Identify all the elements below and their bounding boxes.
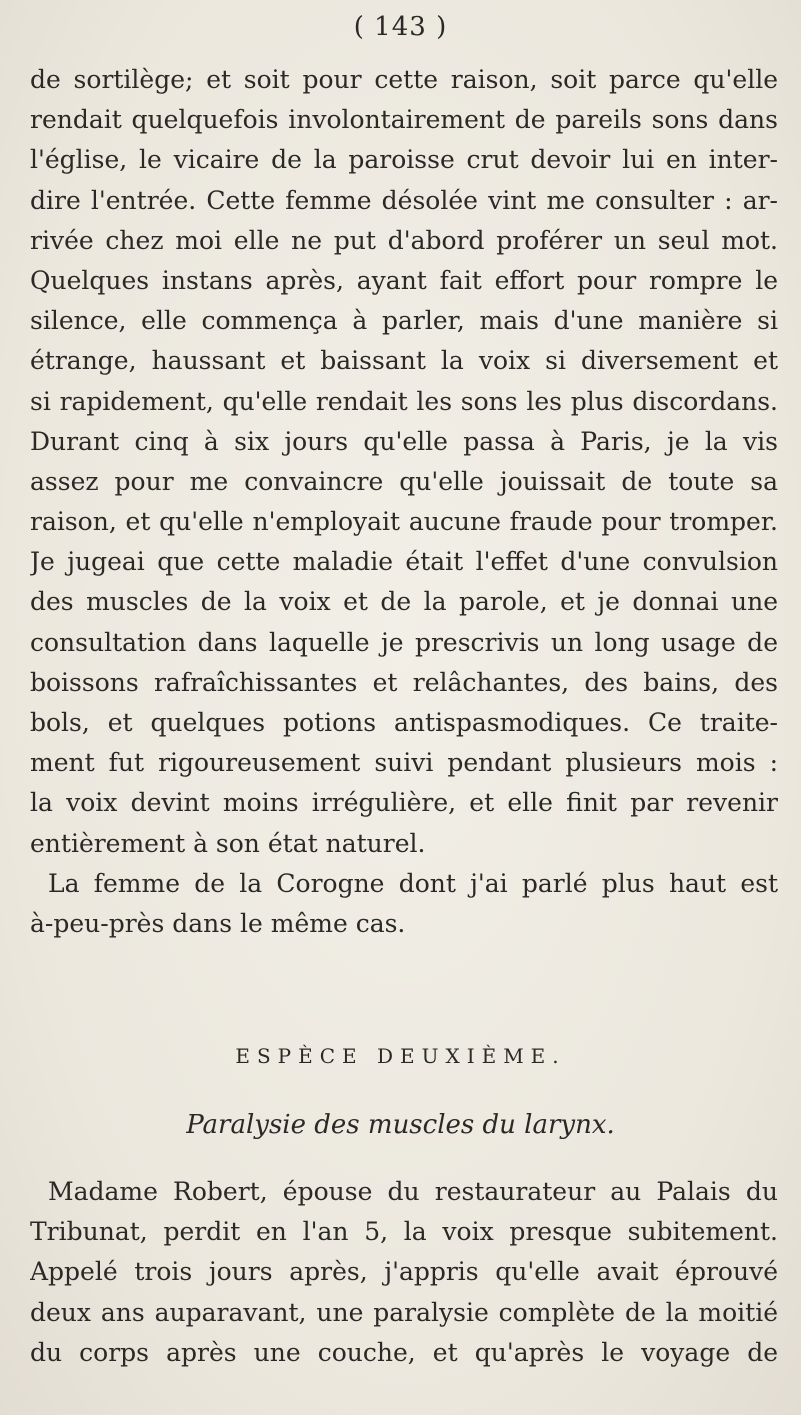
- text-line: rendait quelquefois involontairement de pareils sons dans: [30, 105, 778, 135]
- text-line: bols, et quelques potions antispasmodiques. Ce traite-: [30, 708, 778, 737]
- text-line: dire l'entrée. Cette femme désolée vint me consulter : ar-: [30, 185, 778, 215]
- text-line: l'église, le vicaire de la paroisse crut devoir lui en inter-: [30, 145, 778, 175]
- text-line: silence, elle commença à parler, mais d'une manière si: [30, 306, 778, 336]
- text-line: de sortilège; et soit pour cette raison, soit parce qu'elle: [30, 65, 778, 94]
- text-line: étrange, haussant et baissant la voix si diversement et: [30, 346, 778, 376]
- text-line: Madame Robert, épouse du restaurateur au Palais du: [48, 1177, 778, 1206]
- page-number: ( 143 ): [353, 12, 448, 42]
- text-line: si rapidement, qu'elle rendait les sons les plus discordans.: [30, 386, 778, 416]
- text-line: entièrement à son état naturel.: [30, 828, 426, 858]
- section-subtitle: Paralysie des muscles du larynx.: [186, 1110, 615, 1140]
- body-text: [30, 1172, 778, 1373]
- text-line: rivée chez moi elle ne put d'abord proférer un seul mot.: [30, 225, 778, 255]
- text-line: ment fut rigoureusement suivi pendant plusieurs mois :: [30, 748, 778, 778]
- text-line: du corps après une couche, et qu'après le voyage de: [30, 1337, 778, 1367]
- text-line: Quelques instans après, ayant fait effort pour rompre le: [30, 265, 778, 295]
- text-line: Appelé trois jours après, j'appris qu'elle avait éprouvé: [30, 1257, 778, 1287]
- text-line: la voix devint moins irrégulière, et elle finit par revenir: [30, 788, 778, 818]
- text-line: Durant cinq à six jours qu'elle passa à Paris, je la vis: [30, 426, 778, 456]
- text-line: boissons rafraîchissantes et relâchantes, des bains, des: [30, 667, 778, 697]
- text-line: à-peu-près dans le même cas.: [30, 908, 406, 938]
- text-line: consultation dans laquelle je prescrivis un long usage de: [30, 627, 778, 657]
- text-line: assez pour me convaincre qu'elle jouissait de toute sa: [30, 466, 778, 496]
- text-line: Je jugeai que cette maladie était l'effet d'une convulsion: [30, 547, 778, 577]
- body-text: [30, 60, 778, 944]
- text-line: deux ans auparavant, une paralysie complète de la moitié: [30, 1297, 778, 1327]
- text-line: des muscles de la voix et de la parole, et je donnai une: [30, 587, 778, 617]
- text-line: La femme de la Corogne dont j'ai parlé plus haut est: [48, 868, 778, 898]
- section-heading: ESPÈCE DEUXIÈME.: [235, 1044, 566, 1068]
- text-line: raison, et qu'elle n'employait aucune fraude pour tromper.: [30, 507, 778, 537]
- text-line: Tribunat, perdit en l'an 5, la voix presque subitement.: [30, 1217, 778, 1247]
